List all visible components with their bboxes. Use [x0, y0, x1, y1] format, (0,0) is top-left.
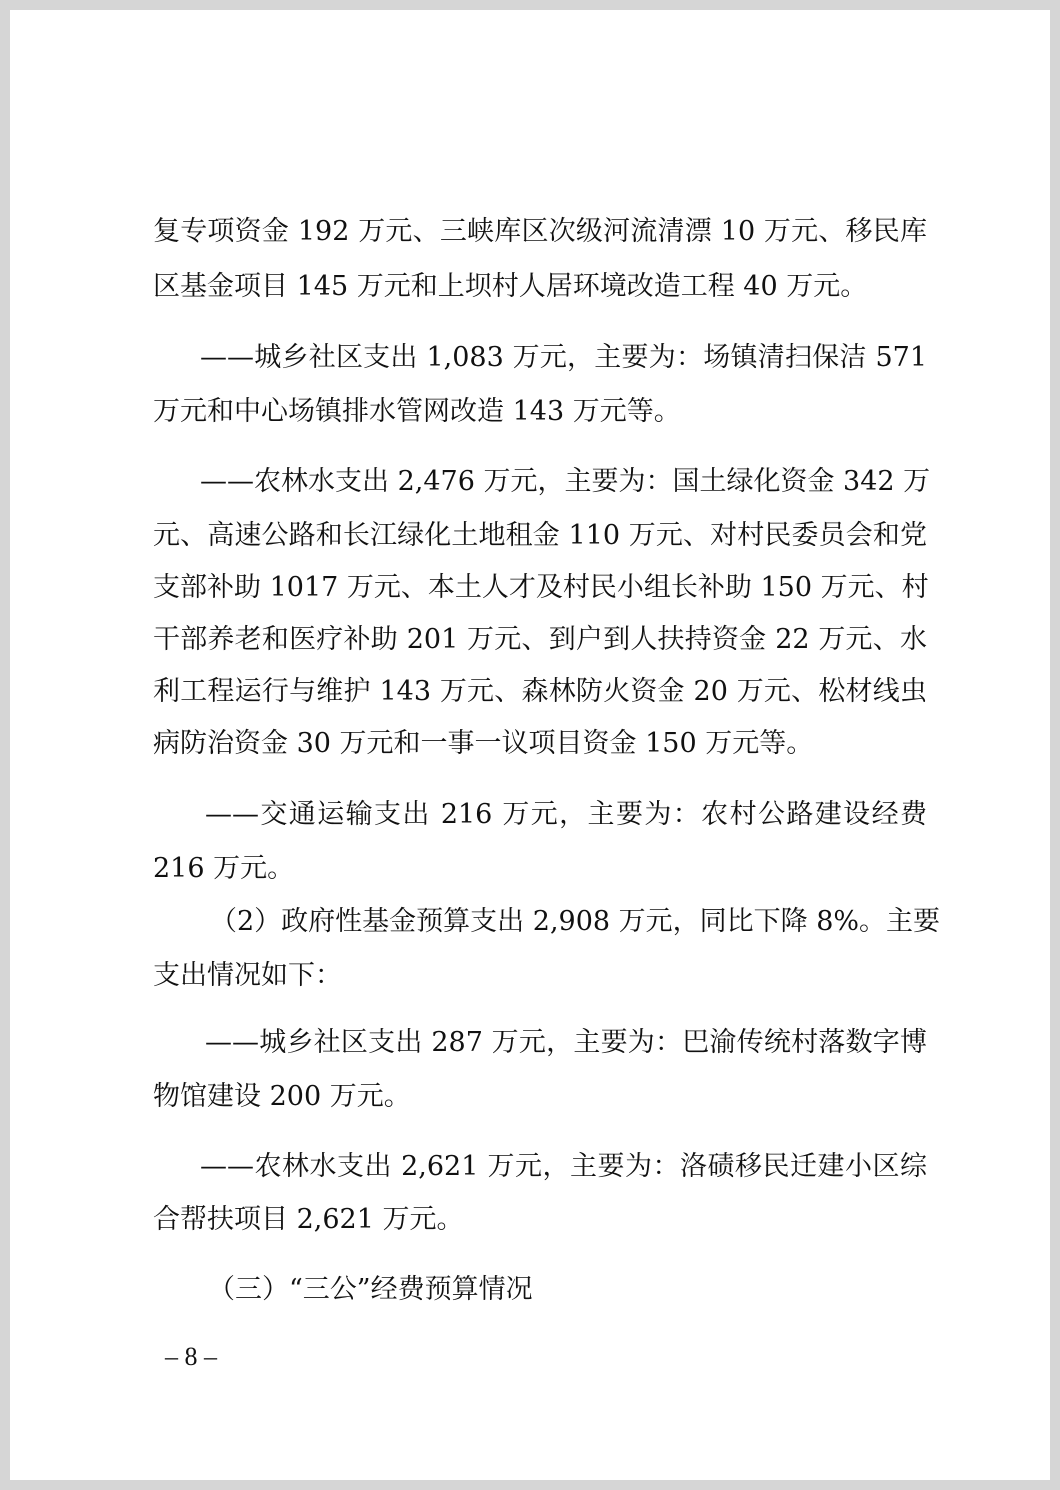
text-line: 干部养老和医疗补助 201 万元、到户到人扶持资金 22 万元、水: [153, 624, 927, 655]
text-line: 支出情况如下：: [153, 960, 342, 991]
text-line: ——农林水支出 2,476 万元，主要为：国土绿化资金 342 万: [200, 466, 931, 497]
text-line: 利工程运行与维护 143 万元、森林防火资金 20 万元、松材线虫: [153, 676, 927, 707]
text-line: ——城乡社区支出 287 万元，主要为：巴渝传统村落数字博: [205, 1027, 927, 1058]
text-line: 复专项资金 192 万元、三峡库区次级河流清漂 10 万元、移民库: [153, 216, 927, 247]
text-line: （2）政府性基金预算支出 2,908 万元，同比下降 8%。主要: [210, 906, 941, 937]
text-line: 病防治资金 30 万元和一事一议项目资金 150 万元等。: [153, 728, 814, 759]
text-line: 216 万元。: [153, 853, 295, 884]
text-line: 合帮扶项目 2,621 万元。: [153, 1204, 464, 1235]
text-line: 区基金项目 145 万元和上坝村人居环境改造工程 40 万元。: [153, 271, 868, 302]
text-line: ——交通运输支出 216 万元，主要为：农村公路建设经费: [205, 799, 927, 830]
heading-line: （三）“三公”经费预算情况: [208, 1274, 533, 1305]
text-line: 万元和中心场镇排水管网改造 143 万元等。: [153, 396, 681, 427]
text-line: ——城乡社区支出 1,083 万元，主要为：场镇清扫保洁 571: [200, 342, 927, 373]
text-line: 元、高速公路和长江绿化土地租金 110 万元、对村民委员会和党: [153, 520, 927, 551]
text-line: 支部补助 1017 万元、本土人才及村民小组长补助 150 万元、村: [153, 572, 929, 603]
page-number: – 8 –: [165, 1342, 217, 1371]
text-line: 物馆建设 200 万元。: [153, 1081, 411, 1112]
document-page: [10, 10, 1050, 1480]
text-line: ——农林水支出 2,621 万元，主要为：洛碛移民迁建小区综: [200, 1151, 927, 1182]
